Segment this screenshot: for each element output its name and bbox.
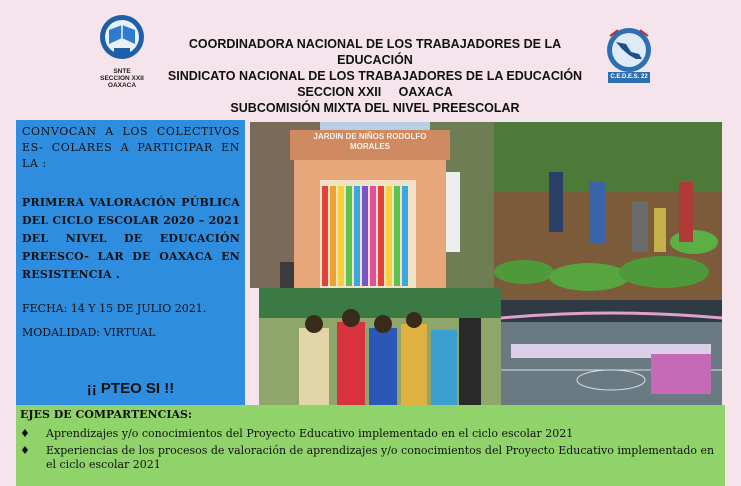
photo-school-court xyxy=(501,300,722,406)
list-item xyxy=(16,444,725,472)
eje-text-1: Aprendizajes y/o conocimientos del Proyecto Educativo implementado en el ciclo escolar 2021 xyxy=(46,427,574,440)
cedes-logo-right xyxy=(598,26,660,88)
photo-children-parade xyxy=(259,288,501,406)
header-line-3: SECCION XXII OAXACA xyxy=(297,85,453,99)
logo-left-caption-1: SECCION XXII xyxy=(100,75,144,82)
logo-left-caption-2: OAXACA xyxy=(107,82,137,89)
photo-school-garden xyxy=(494,122,722,300)
diamond-bullet-icon: ♦ xyxy=(20,444,30,457)
snte-logo-left xyxy=(94,14,150,89)
list-item xyxy=(16,427,725,441)
logo-left-badge: SNTE xyxy=(113,68,131,75)
header-title-block xyxy=(150,36,600,116)
convocatoria-date: FECHA: 14 Y 15 DE JULIO 2021. xyxy=(22,302,207,315)
ejes-list xyxy=(16,427,725,475)
convocatoria-modality: MODALIDAD: VIRTUAL xyxy=(22,326,156,339)
header-line-1: COORDINADORA NACIONAL DE LOS TRABAJADORES DE LA EDUCACIÓN xyxy=(188,37,562,67)
convocatoria-slogan: ¡¡ PTEO SI !! xyxy=(86,380,175,397)
logo-right-caption: C.E.D.E.S. 22 xyxy=(608,72,650,83)
mexico-map-emblem-icon xyxy=(598,26,660,72)
convocatoria-event: PRIMERA VALORACIÓN PÚBLICA DEL CICLO ESCOLAR 2020 – 2021 DEL NIVEL DE EDUCACIÓN PREESCO- LAR DE OAXACA EN RESISTENCIA . xyxy=(22,196,240,281)
school-sign-text: JARDIN DE NIÑOS RODOLFO MORALES xyxy=(313,132,427,151)
diamond-bullet-icon: ♦ xyxy=(20,427,30,440)
book-emblem-icon xyxy=(94,14,150,64)
eje-text-2: Experiencias de los procesos de valoración de aprendizajes y/o conocimientos del Proyecto Educativo implementado en el ciclo escolar 2021 xyxy=(46,444,715,471)
ejes-panel xyxy=(16,405,725,486)
header-line-4: SUBCOMISIÓN MIXTA DEL NIVEL PREESCOLAR xyxy=(230,101,520,115)
convocatoria-intro: CONVOCAN A LOS COLECTIVOS ES- COLARES A PARTICIPAR EN LA : xyxy=(22,125,240,170)
photo-school-entrance xyxy=(250,122,494,288)
ejes-title: EJES DE COMPARTENCIAS: xyxy=(20,408,193,421)
convocatoria-panel xyxy=(16,120,245,409)
header-line-2: SINDICATO NACIONAL DE LOS TRABAJADORES DE LA EDUCACIÓN xyxy=(167,69,583,83)
